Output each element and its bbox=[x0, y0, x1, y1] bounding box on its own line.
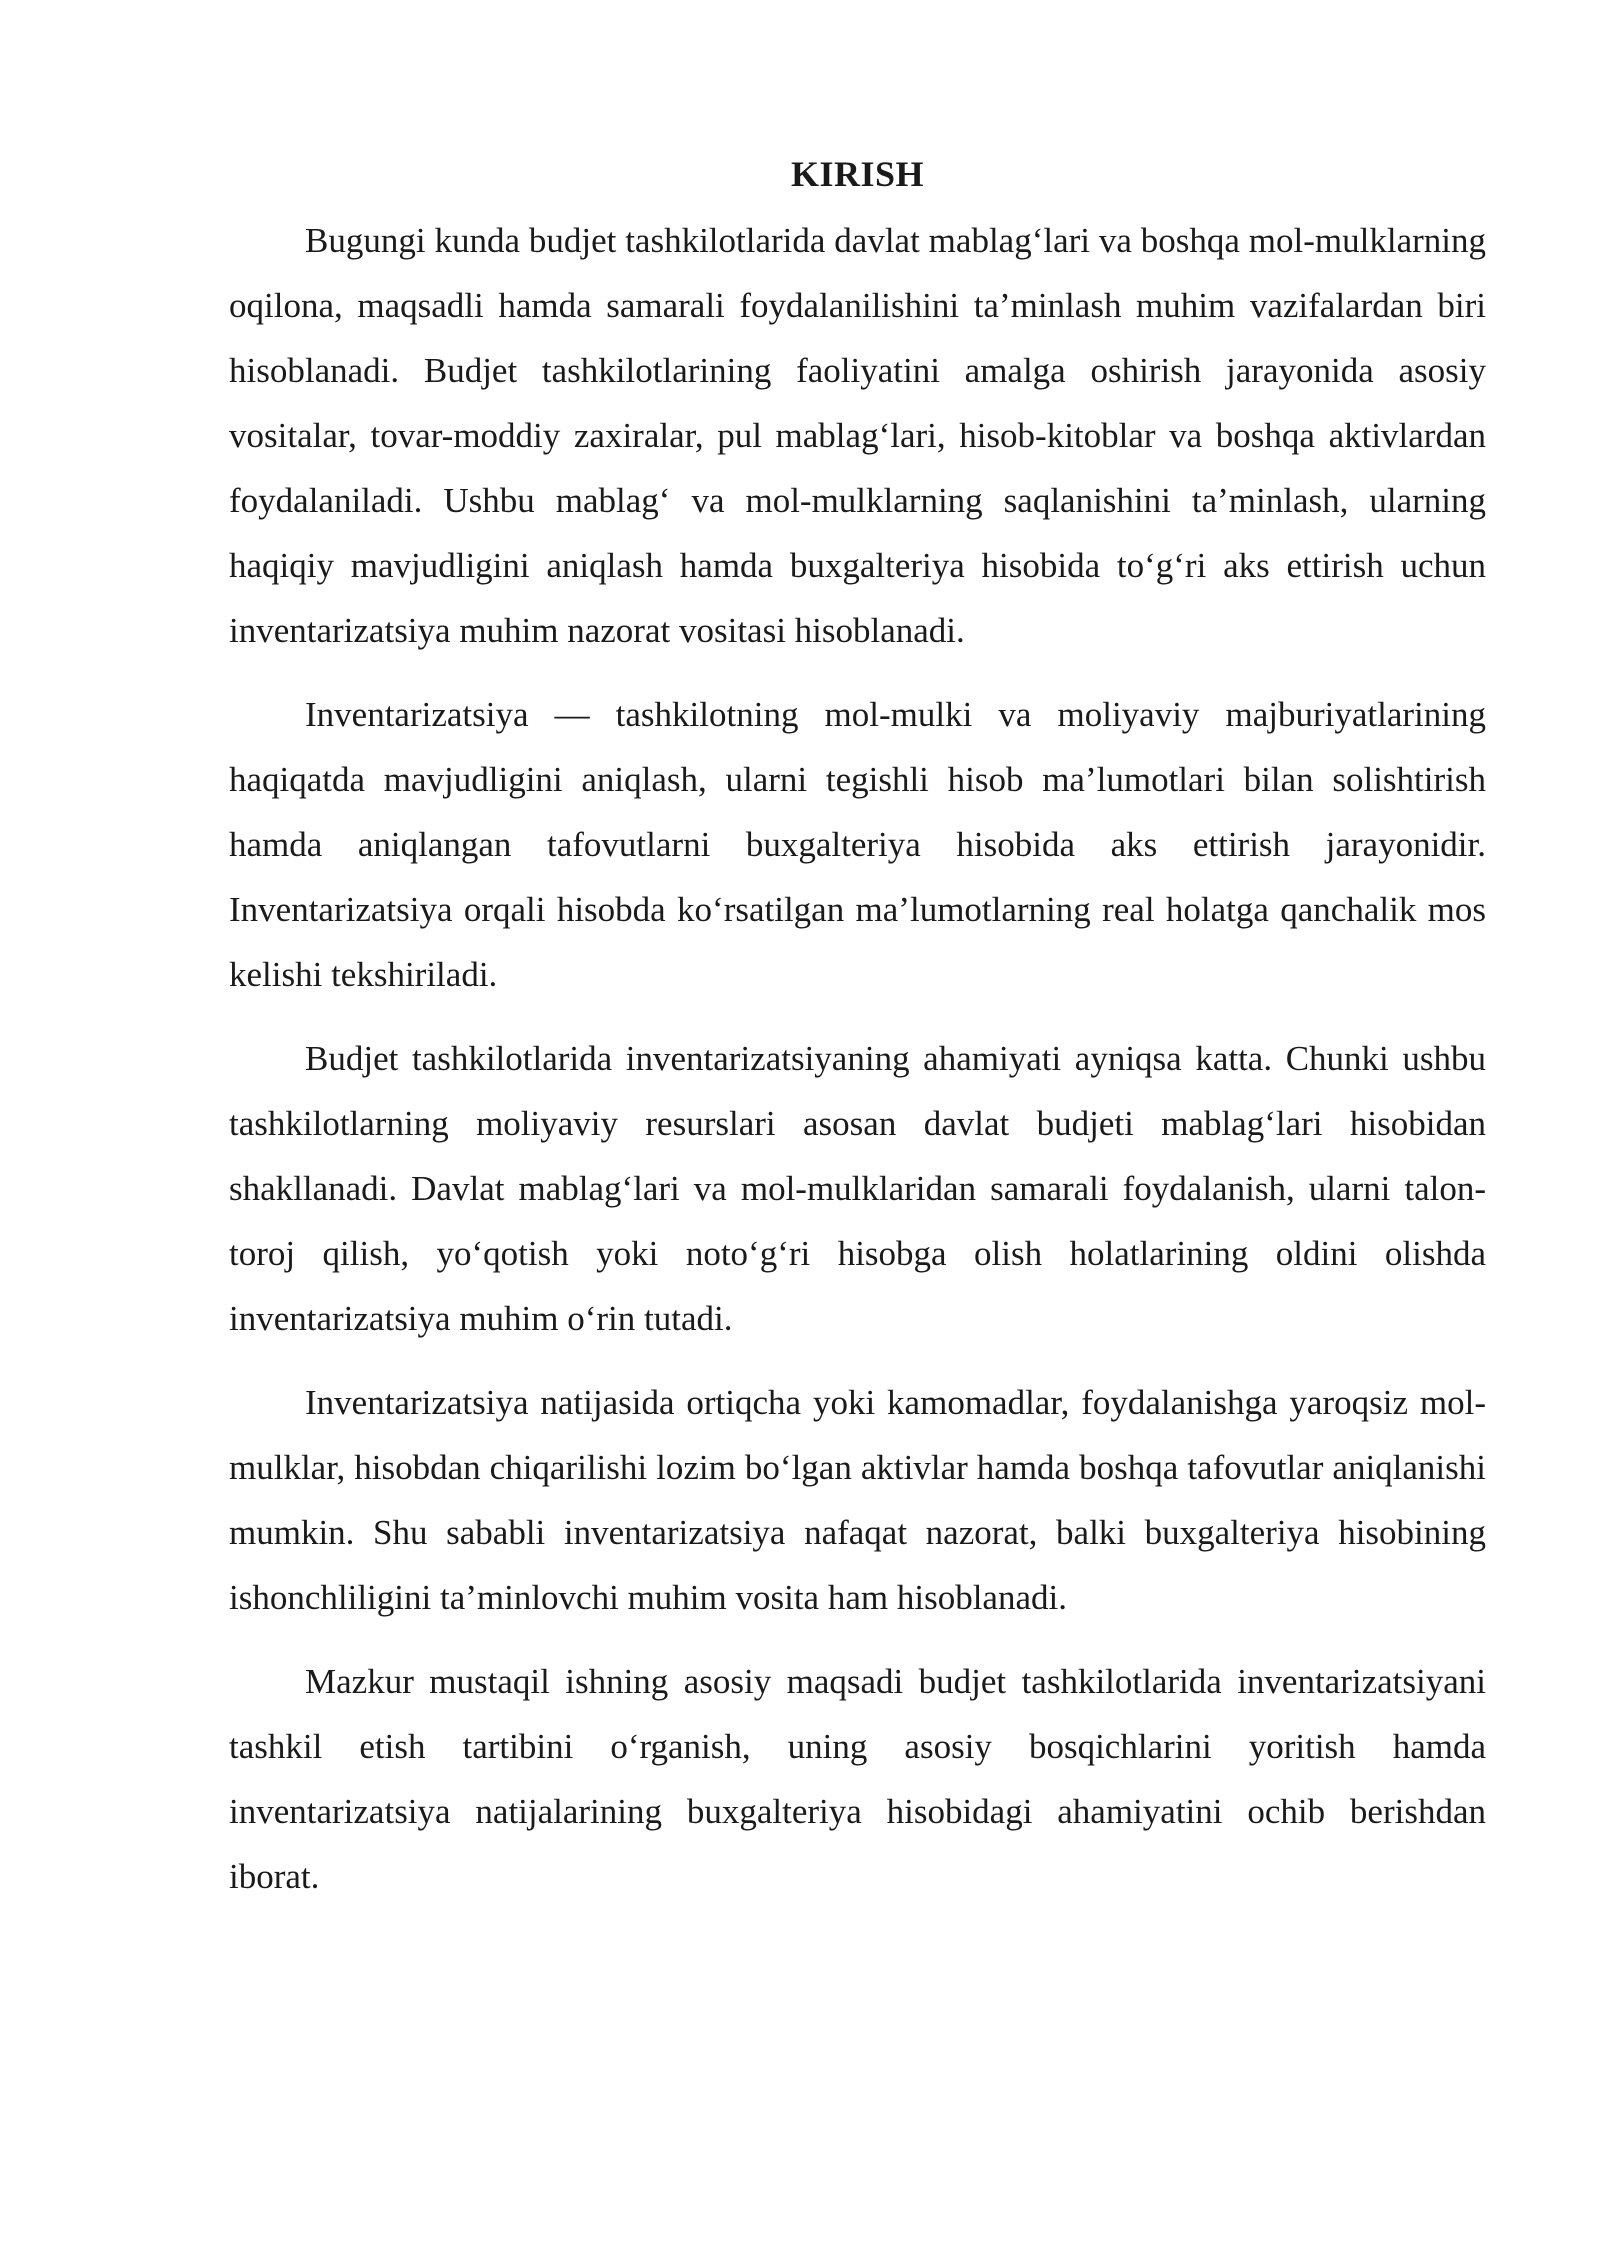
page-content bbox=[229, 148, 1486, 1928]
paragraph-3: Budjet tashkilotlarida inventarizatsiyaning ahamiyati ayniqsa katta. Chunki ushbu tashkilotlarning moliyaviy resurslari asosan davlat budjeti mablag‘lari hisobidan shakllanadi. Davlat mablag‘lari va mol-mulklaridan samarali foydalanish, ularni talon-toroj qilish, yo‘qotish yoki noto‘g‘ri hisobga olish holatlarining oldini olishda inventarizatsiya muhim o‘rin tutadi. bbox=[229, 1039, 1486, 1338]
paragraph-1: Bugungi kunda budjet tashkilotlarida davlat mablag‘lari va boshqa mol-mulklarning oqilona, maqsadli hamda samarali foydalanilishini ta’minlash muhim vazifalardan biri hisoblanadi. Budjet tashkilotlarining faoliyatini amalga oshirish jarayonida asosiy vositalar, tovar-moddiy zaxiralar, pul mablag‘lari, hisob-kitoblar va boshqa aktivlardan foydalaniladi. Ushbu mablag‘ va mol-mulklarning saqlanishini ta’minlash, ularning haqiqiy mavjudligini aniqlash hamda buxgalteriya hisobida to‘g‘ri aks ettirish uchun inventarizatsiya muhim nazorat vositasi hisoblanadi. bbox=[229, 221, 1486, 650]
paragraph-2: Inventarizatsiya — tashkilotning mol-mulki va moliyaviy majburiyatlarining haqiqatda mavjudligini aniqlash, ularni tegishli hisob ma’lumotlari bilan solishtirish hamda aniqlangan tafovutlarni buxgalteriya hisobida aks ettirish jarayonidir. Inventarizatsiya orqali hisobda ko‘rsatilgan ma’lumotlarning real holatga qanchalik mos kelishi tekshiriladi. bbox=[229, 695, 1486, 994]
paragraph-4: Inventarizatsiya natijasida ortiqcha yoki kamomadlar, foydalanishga yaroqsiz mol-mulklar, hisobdan chiqarilishi lozim bo‘lgan aktivlar hamda boshqa tafovutlar aniqlanishi mumkin. Shu sababli inventarizatsiya nafaqat nazorat, balki buxgalteriya hisobining ishonchliligini ta’minlovchi muhim vosita ham hisoblanadi. bbox=[229, 1383, 1486, 1617]
page-title: KIRISH bbox=[790, 154, 925, 194]
paragraph-5: Mazkur mustaqil ishning asosiy maqsadi budjet tashkilotlarida inventarizatsiyani tashkil etish tartibini o‘rganish, uning asosiy bosqichlarini yoritish hamda inventarizatsiya natijalarining buxgalteriya hisobidagi ahamiyatini ochib berishdan iborat. bbox=[229, 1662, 1486, 1896]
